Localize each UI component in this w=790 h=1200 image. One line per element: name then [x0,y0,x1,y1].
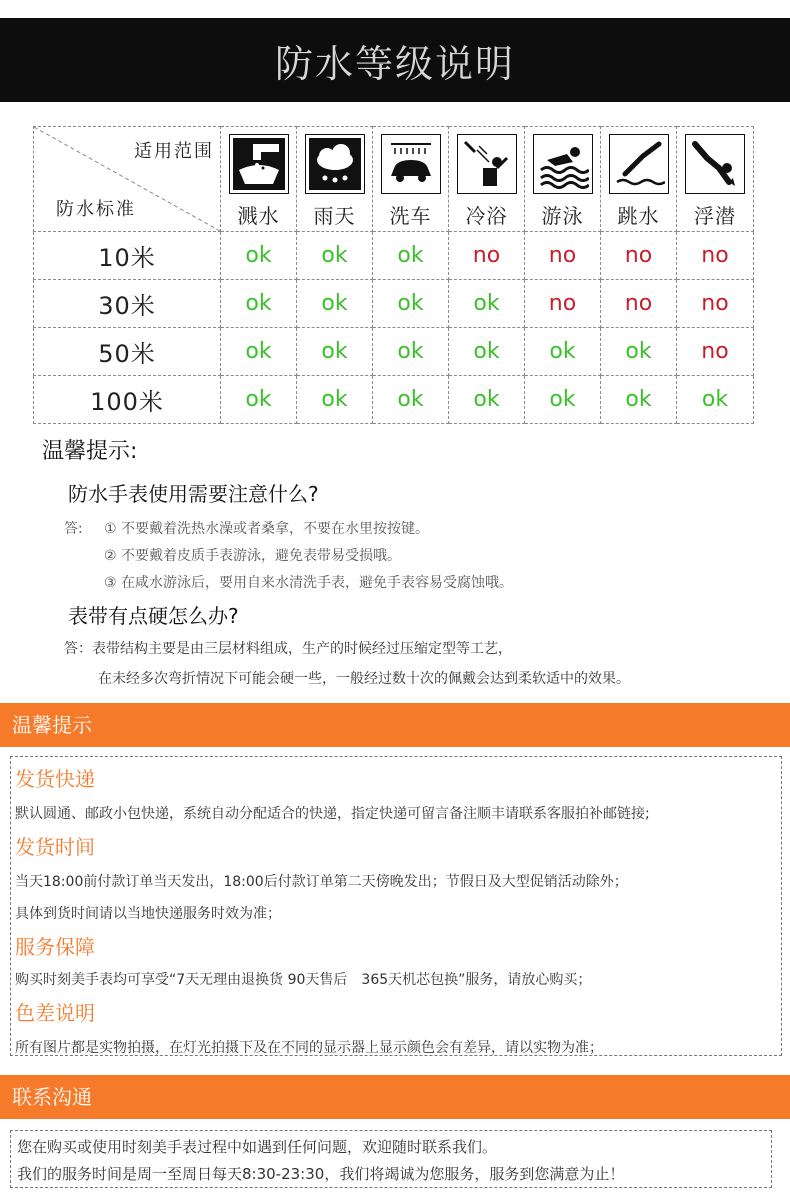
contact-bar-title: 联系沟通 [12,1085,92,1109]
waterproof-table [33,126,754,424]
rating-cell: no [677,328,754,376]
rating-cell: no [677,280,754,328]
corner-label-scope: 适用范围 [134,141,214,162]
shower-icon [457,134,517,194]
depth-label: 100米 [34,376,221,424]
section-text: 购买时刻美手表均可享受“7天无理由退换货 90天售后 365天机芯包换”服务，请放心购买； [15,972,592,988]
section-text: 所有图片都是实物拍摄，在灯光拍摄下及在不同的显示器上显示颜色会有差异，请以实物为准； [15,1040,603,1056]
rating-cell: ok [449,376,525,424]
section-title-service: 服务保障 [15,935,95,959]
rating-cell: no [601,280,677,328]
section-title-color-difference: 色差说明 [15,1001,95,1025]
section-text: 当天18:00前付款订单当天发出，18:00后付款订单第二天傍晚发出；节假日及大型促销活动除外； [15,874,628,890]
answer-item: ② 不要戴着皮质手表游泳，避免表带易受损哦。 [104,548,401,564]
table-header-row [34,127,754,232]
rating-cell: ok [221,232,297,280]
tips-heading: 温馨提示: [42,439,138,464]
splash-faucet-icon [229,134,289,194]
rating-cell: ok [525,328,601,376]
activity-cell [449,127,525,232]
rating-cell: ok [221,280,297,328]
notice-bar [0,703,790,747]
rating-cell: ok [221,328,297,376]
table-row [34,232,754,280]
rating-cell: ok [297,232,373,280]
page-title: 防水等级说明 [274,41,515,86]
activity-cell [525,127,601,232]
notice-bar-title: 温馨提示 [12,713,92,737]
rating-cell: ok [373,328,449,376]
rating-cell: ok [601,376,677,424]
contact-box [10,1130,772,1188]
question-2: 表带有点硬怎么办? [68,604,239,628]
rating-cell: ok [373,376,449,424]
activity-label: 溅水 [237,203,280,228]
swimming-icon [533,134,593,194]
activity-cell [601,127,677,232]
table-row [34,280,754,328]
rating-cell: no [601,232,677,280]
section-text: 默认圆通、邮政小包快递，系统自动分配适合的快递，指定快递可留言备注顺丰请联系客服拍补邮链接; [15,806,650,822]
snorkeling-icon [685,134,745,194]
rating-cell: ok [449,280,525,328]
answer-line: 在未经多次弯折情况下可能会硬一些，一般经过数十次的佩戴会达到柔软适中的效果。 [98,671,630,687]
car-wash-icon [381,134,441,194]
answer-item: ① 不要戴着洗热水澡或者桑拿，不要在水里按按键。 [104,521,429,537]
activity-cell [297,127,373,232]
rating-cell: ok [525,376,601,424]
rain-cloud-icon [305,134,365,194]
rating-cell: ok [677,376,754,424]
table-row [34,328,754,376]
activity-label: 游泳 [541,203,584,228]
contact-bar [0,1075,790,1119]
rating-cell: ok [297,328,373,376]
answer-item: ③ 在咸水游泳后，要用自来水清洗手表，避免手表容易受腐蚀哦。 [104,575,513,591]
contact-line: 您在购买或使用时刻美手表过程中如遇到任何问题，欢迎随时联系我们。 [17,1138,498,1156]
notice-box [10,756,782,1056]
rating-cell: no [677,232,754,280]
depth-label: 10米 [34,232,221,280]
table-corner-cell [34,127,221,232]
section-text: 具体到货时间请以当地快递服务时效为准； [15,906,281,922]
rating-cell: ok [297,280,373,328]
depth-label: 30米 [34,280,221,328]
rating-cell: ok [601,328,677,376]
rating-cell: ok [221,376,297,424]
rating-cell: no [525,232,601,280]
rating-cell: ok [449,328,525,376]
question-1: 防水手表使用需要注意什么? [68,482,319,506]
header-bar [0,18,790,102]
activity-label: 浮潜 [694,203,736,228]
activity-cell [677,127,754,232]
rating-cell: no [525,280,601,328]
rating-cell: ok [373,280,449,328]
activity-label: 跳水 [617,203,660,228]
contact-line: 我们的服务时间是周一至周日每天8:30-23:30，我们将竭诚为您服务，服务到您满意为止！ [17,1165,625,1183]
rating-cell: ok [373,232,449,280]
diving-jump-icon [609,134,669,194]
activity-label: 洗车 [389,203,432,228]
activity-label: 冷浴 [465,203,508,228]
activity-cell [221,127,297,232]
section-title-shipping: 发货快递 [15,767,95,791]
section-title-delivery-time: 发货时间 [15,835,95,859]
activity-cell [373,127,449,232]
corner-label-standard: 防水标准 [56,199,136,220]
table-row [34,376,754,424]
rating-cell: ok [297,376,373,424]
depth-label: 50米 [34,328,221,376]
rating-cell: no [449,232,525,280]
answer-prefix: 答: [64,521,83,537]
activity-label: 雨天 [313,203,356,228]
answer-line: 答：表带结构主要是由三层材料组成，生产的时候经过压缩定型等工艺， [64,641,512,657]
